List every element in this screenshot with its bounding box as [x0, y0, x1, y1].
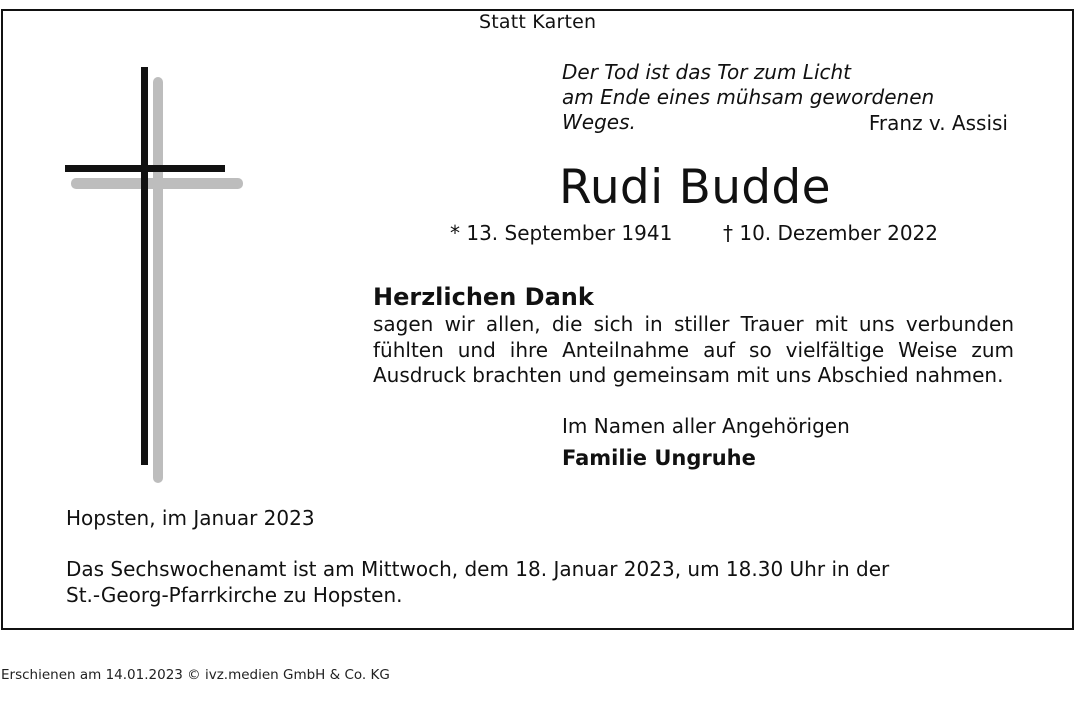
- obituary-frame: [1, 9, 1074, 630]
- cross-shadow-horizontal: [71, 178, 243, 189]
- cross-shadow-vertical: [153, 77, 163, 483]
- quote-author: Franz v. Assisi: [868, 111, 1008, 135]
- place-date: Hopsten, im Januar 2023: [66, 506, 315, 530]
- cross-vertical: [141, 67, 148, 465]
- frame-label: Statt Karten: [468, 11, 607, 33]
- service-line-2: St.-Georg-Pfarrkirche zu Hopsten.: [66, 583, 403, 607]
- thanks-heading: Herzlichen Dank: [373, 283, 594, 311]
- quote-line-1: Der Tod ist das Tor zum Licht: [562, 60, 852, 84]
- service-notice: [66, 556, 966, 608]
- on-behalf-line: Im Namen aller Angehörigen: [562, 414, 850, 438]
- birth-date: * 13. September 1941: [450, 221, 673, 245]
- deceased-name: Rudi Budde: [559, 160, 831, 215]
- cross-icon: [65, 67, 245, 487]
- publication-footer: Erschienen am 14.01.2023 © ivz.medien GmbH & Co. KG: [1, 667, 390, 683]
- cross-horizontal: [65, 165, 225, 172]
- family-signature: Familie Ungruhe: [562, 446, 756, 470]
- service-line-1: Das Sechswochenamt ist am Mittwoch, dem 18. Januar 2023, um 18.30 Uhr in der: [66, 557, 890, 581]
- quote-line-2: am Ende eines mühsam gewordenen Weges.: [562, 85, 935, 134]
- thanks-text: sagen wir allen, die sich in stiller Trauer mit uns verbunden fühlten und ihre Anteilnahme auf so vielfältige Weise zum Ausdruck brachten und gemeinsam mit uns Abschied nahmen.: [373, 312, 1014, 387]
- death-date: † 10. Dezember 2022: [723, 221, 938, 245]
